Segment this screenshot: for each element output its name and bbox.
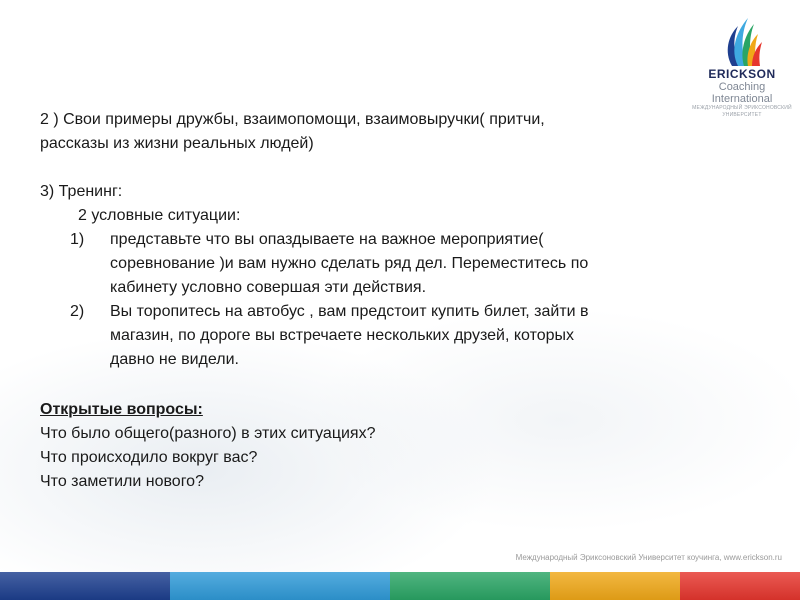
item-1-line3: кабинету условно совершая эти действия.: [110, 279, 427, 296]
item-1-line2: соревнование )и вам нужно сделать ряд дел. Переместитесь по: [110, 255, 589, 272]
footer-caption: Международный Эриксоновский Университет коучинга, www.erickson.ru: [515, 553, 782, 562]
erickson-logo: [688, 8, 796, 118]
footer-color-bar: [0, 572, 800, 600]
item-2-line3: давно не видели.: [110, 351, 239, 368]
footer-bar-segment: [170, 572, 390, 600]
point2-line2: рассказы из жизни реальных людей): [40, 135, 314, 152]
erickson-flame-icon: [718, 8, 766, 68]
logo-brand: ERICKSON: [708, 67, 776, 81]
item-2-line1: Вы торопитесь на автобус , вам предстоит купить билет, зайти в: [110, 303, 589, 320]
question-1: Что было общего(разного) в этих ситуациях?: [40, 425, 376, 442]
logo-subtitle: Coaching International: [711, 81, 773, 105]
logo-tagline: МЕЖДУНАРОДНЫЙ ЭРИКСОНОВСКИЙ УНИВЕРСИТЕТ: [692, 105, 792, 118]
situations-intro: 2 условные ситуации:: [78, 207, 241, 224]
item-2-line2: магазин, по дороге вы встречаете нескольких друзей, которых: [110, 327, 575, 344]
footer-bar-segment: [390, 572, 550, 600]
item-1-number: 1): [70, 231, 85, 248]
question-3: Что заметили нового?: [40, 473, 204, 490]
footer-bar-segment: [680, 572, 800, 600]
footer-bar-segment: [550, 572, 680, 600]
footer-bar-segment: [0, 572, 170, 600]
point2-line1: 2 ) Свои примеры дружбы, взаимопомощи, взаимовыручки( притчи,: [40, 111, 545, 128]
questions-title: Открытые вопросы:: [40, 401, 203, 418]
item-2-number: 2): [70, 303, 85, 320]
question-2: Что происходило вокруг вас?: [40, 449, 258, 466]
point3-title: 3) Тренинг:: [40, 183, 123, 200]
item-1-line1: представьте что вы опаздываете на важное мероприятие(: [110, 231, 544, 248]
